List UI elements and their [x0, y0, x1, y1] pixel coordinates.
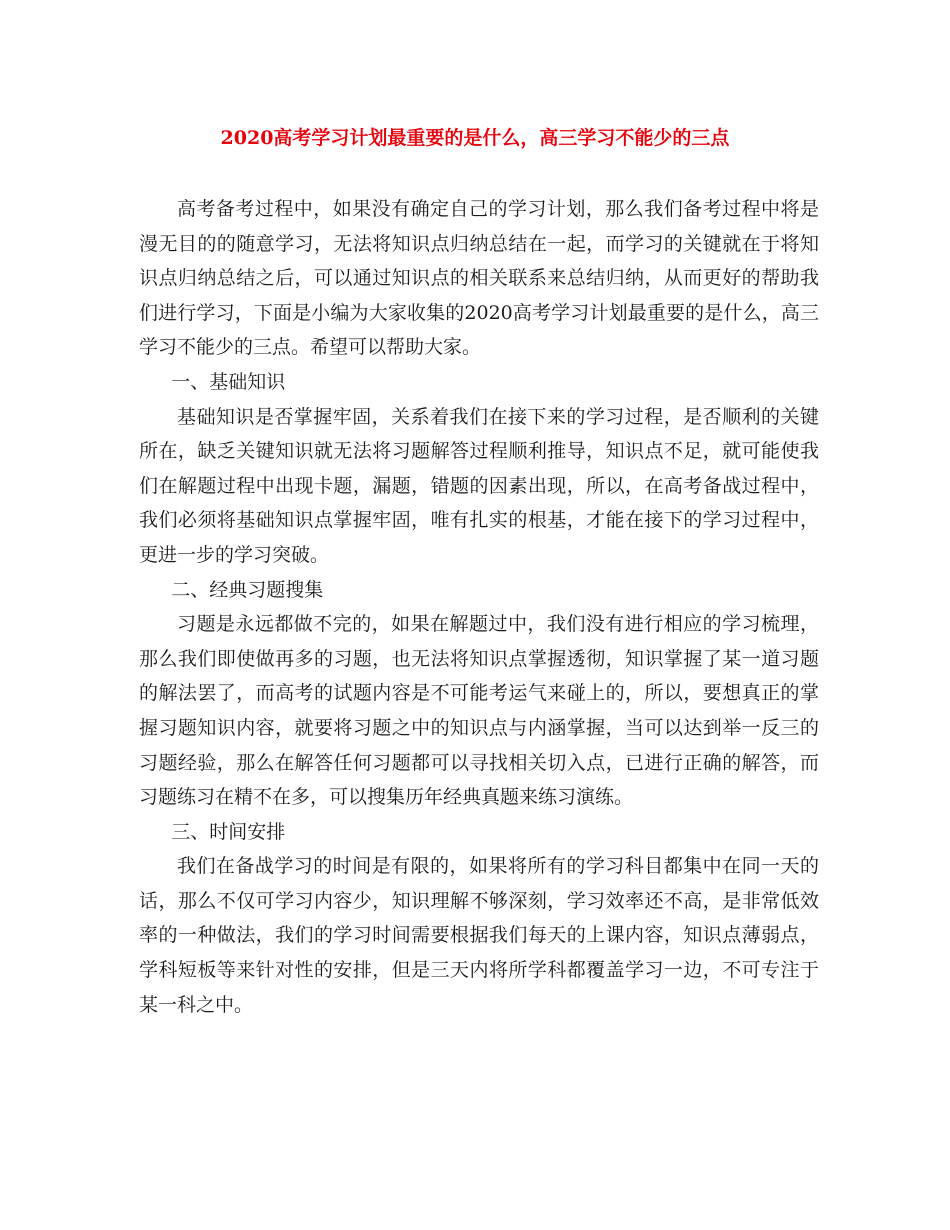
- section-heading-time-arrangement: 三、时间安排: [171, 820, 286, 843]
- intro-paragraph: 高考备考过程中，如果没有确定自己的学习计划，那么我们备考过程中将是漫无目的的随意学习，无法将知识点归纳总结在一起，而学习的关键就在于将知识点归纳总结之后，可以通过知识点的相关联系来总结归纳，从而更好的帮助我们进行学习，下面是小编为大家收集的2020高考学习计划最重要的是什么，高三学习不能少的三点。希望可以帮助大家。: [139, 198, 819, 359]
- basic-knowledge-paragraph: 基础知识是否掌握牢固，关系着我们在接下来的学习过程，是否顺利的关键所在，缺乏关键知识就无法将习题解答过程顺利推导，知识点不足，就可能使我们在解题过程中出现卡题，漏题，错题的因素出现，所以，在高考备战过程中，我们必须将基础知识点掌握牢固，唯有扎实的根基，才能在接下的学习过程中，更进一步的学习突破。: [139, 405, 819, 566]
- document-body: [139, 192, 819, 1022]
- document-title: 2020高考学习计划最重要的是什么，高三学习不能少的三点: [220, 127, 730, 149]
- time-arrangement-paragraph: 我们在备战学习的时间是有限的，如果将所有的学习科目都集中在同一天的话，那么不仅可学习内容少，知识理解不够深刻，学习效率还不高，是非常低效率的一种做法，我们的学习时间需要根据我们每天的上课内容，知识点薄弱点，学科短板等来针对性的安排，但是三天内将所学科都覆盖学习一边，不可专注于某一科之中。: [139, 855, 819, 1016]
- classic-exercises-paragraph: 习题是永远都做不完的，如果在解题过中，我们没有进行相应的学习梳理，那么我们即使做再多的习题，也无法将知识点掌握透彻，知识掌握了某一道习题的解法罢了，而高考的试题内容是不可能考运气来碰上的，所以，要想真正的掌握习题知识内容，就要将习题之中的知识点与内涵掌握，当可以达到举一反三的习题经验，那么在解答任何习题都可以寻找相关切入点，已进行正确的解答，而习题练习在精不在多，可以搜集历年经典真题来练习演练。: [139, 613, 819, 809]
- section-heading-classic-exercises: 二、经典习题搜集: [171, 578, 324, 601]
- section-heading-basic-knowledge: 一、基础知识: [171, 370, 286, 393]
